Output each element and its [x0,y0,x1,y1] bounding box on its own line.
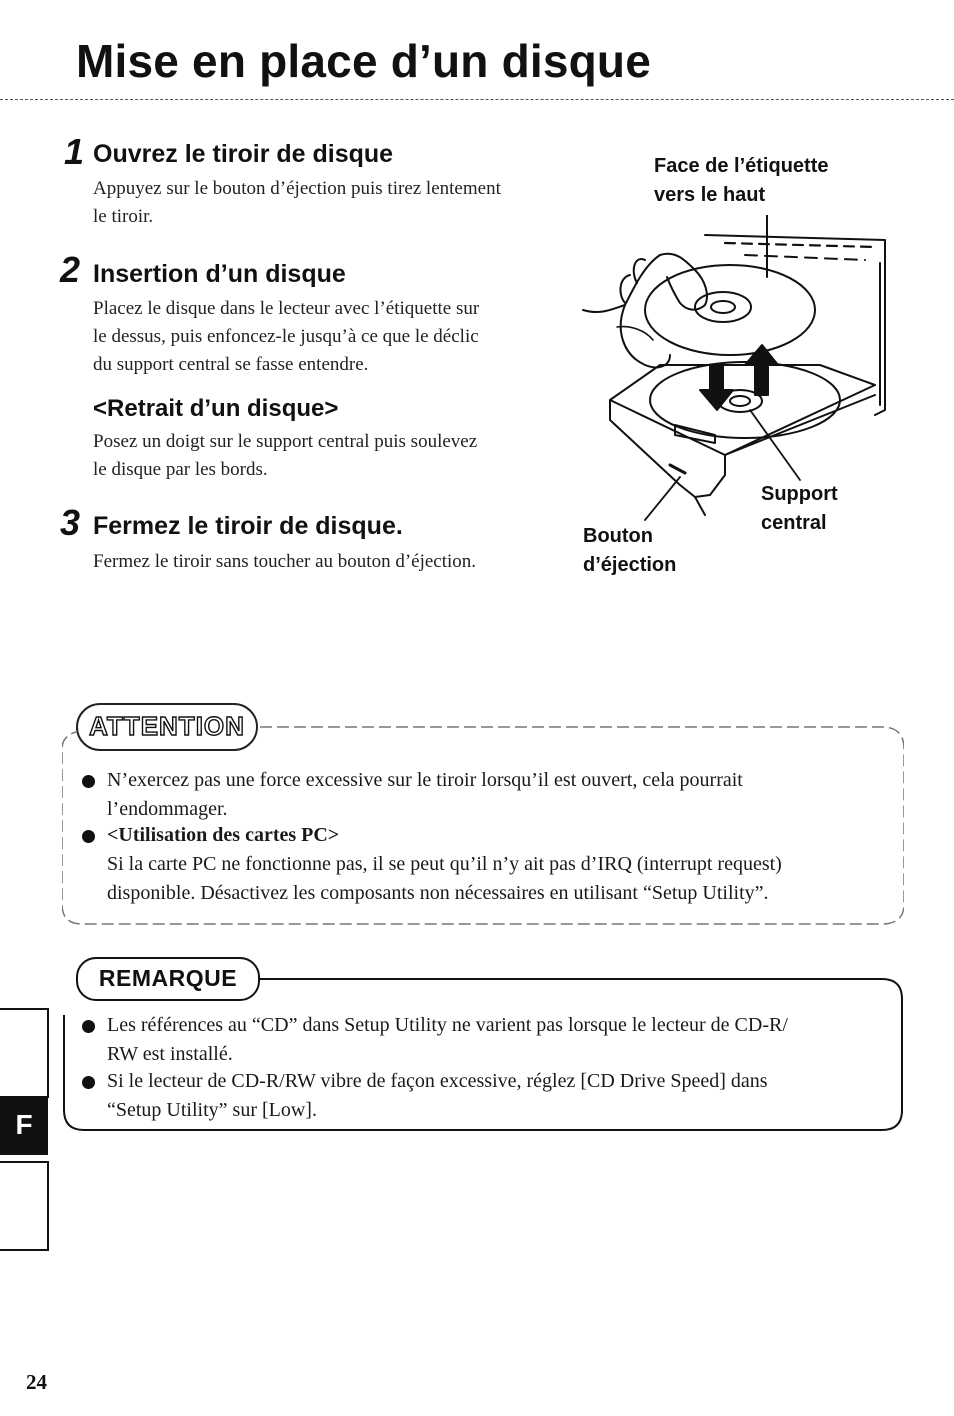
remarque-line: Si le lecteur de CD-R/RW vibre de façon excessive, réglez [CD Drive Speed] dans [107,1070,768,1092]
label-bouton-ejection [583,522,676,580]
label-line: Support [761,483,838,505]
side-tab-label: F [15,1109,33,1140]
step-1-number: 1 [64,131,85,172]
label-line: Bouton [583,525,653,547]
attention-badge-label: ATTENTION [89,711,245,741]
step-1-heading: Ouvrez le tiroir de disque [93,140,394,168]
step-2-heading: Insertion d’un disque [93,260,346,288]
label-line: central [761,512,827,534]
attention-item-1 [107,766,743,824]
attention-line: disponible. Désactivez les composants non nécessaires en utilisant “Setup Utility”. [107,882,769,904]
step-2-line: du support central se fasse entendre. [93,354,369,375]
step-3-line: Fermez le tiroir sans toucher au bouton d’éjection. [93,551,477,572]
step-3-heading: Fermez le tiroir de disque. [93,512,403,540]
label-line: Face de l’étiquette [654,155,829,177]
retrait-text [93,428,477,484]
step-2-number: 2 [60,249,81,290]
bullet-icon [82,1076,95,1089]
step-3-text [93,548,476,576]
step-3-number: 3 [60,502,81,543]
remarque-item-1 [107,1011,788,1069]
remarque-line: Les références au “CD” dans Setup Utility ne varient pas lorsque le lecteur de CD-R/ [107,1014,788,1036]
bullet-icon [82,775,95,788]
remarque-badge [76,957,260,1001]
label-face-etiquette [654,152,829,210]
label-line: vers le haut [654,184,766,206]
remarque-item-2 [107,1067,768,1125]
title-divider [0,99,954,100]
attention-line: N’exercez pas une force excessive sur le tiroir lorsqu’il est ouvert, cela pourrait [107,769,743,791]
bullet-icon [82,830,95,843]
remarque-line: “Setup Utility” sur [Low]. [107,1099,317,1121]
step-1-line: le tiroir. [93,206,154,227]
attention-line: Si la carte PC ne fonctionne pas, il se peut qu’il n’y ait pas d’IRQ (interrupt request) [107,853,782,875]
attention-item-2 [107,821,782,908]
retrait-line: Posez un doigt sur le support central puis soulevez [93,431,478,452]
retrait-line: le disque par les bords. [93,459,268,480]
cd-drive-illustration [575,215,895,525]
step-1-text [93,175,501,231]
retrait-subheading: <Retrait d’un disque> [93,395,339,422]
attention-line: l’endommager. [107,798,228,820]
drive-body-outline [705,235,885,415]
remarque-badge-label: REMARQUE [98,965,238,991]
attention-subheading: <Utilisation des cartes PC> [107,824,340,846]
step-2-text [93,295,479,379]
step-2-line: Placez le disque dans le lecteur avec l’étiquette sur [93,298,480,319]
step-2-line: le dessus, puis enfoncez-le jusqu’à ce que le déclic [93,326,479,347]
side-tab-f [0,1097,48,1155]
step-1-line: Appuyez sur le bouton d’éjection puis tirez lentement [93,178,501,199]
label-line: d’éjection [583,554,677,576]
bullet-icon [82,1020,95,1033]
remarque-line: RW est installé. [107,1043,233,1065]
attention-badge [76,703,258,751]
page-number: 24 [26,1370,47,1394]
page-title: Mise en place d’un disque [76,35,652,87]
